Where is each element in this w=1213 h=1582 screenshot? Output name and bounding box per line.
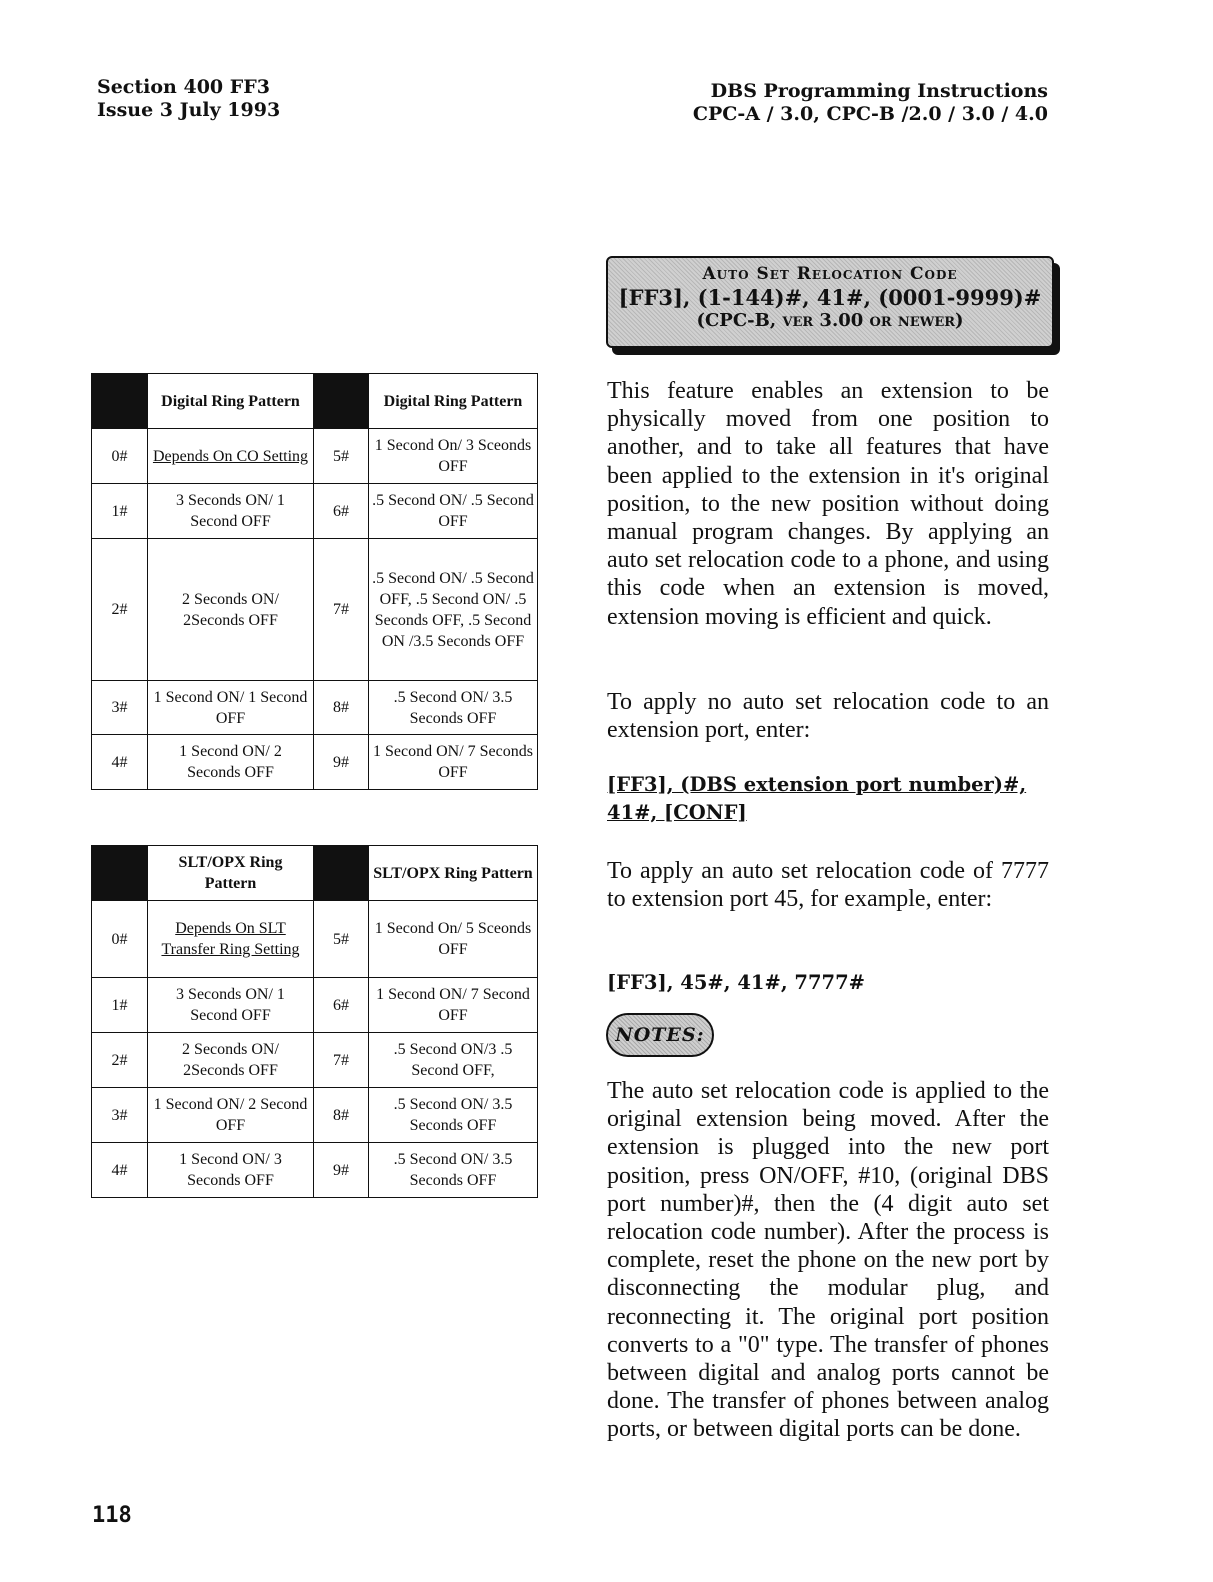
table-header-row (92, 374, 538, 429)
pattern-cell: Depends On CO Setting (148, 429, 314, 484)
header-blank-cell (92, 374, 148, 429)
code-cell: 5# (314, 429, 369, 484)
code-cell: 2# (92, 1033, 148, 1088)
code-cell: 7# (314, 539, 369, 681)
pattern-cell: 1 Second ON/ 2 Second OFF (148, 1088, 314, 1143)
code-cell: 8# (314, 681, 369, 735)
description-paragraph: This feature enables an extension to be physically moved from one position to another, and to take all features that have been applied to the extension in it's original position, to the new position without doing manual program changes. By applying an auto set relocation code to a phone, and using this code when an extension is moved, extension moving is efficient and quick. (607, 378, 1049, 630)
pattern-cell: .5 Second ON/ 3.5 Seconds OFF (369, 681, 538, 735)
code-cell: 6# (314, 978, 369, 1033)
code-cell: 9# (314, 1143, 369, 1198)
code-cell: 8# (314, 1088, 369, 1143)
code-cell: 1# (92, 484, 148, 539)
pattern-cell: 1 Second ON/ 2 Seconds OFF (148, 735, 314, 790)
notes-paragraph: The auto set relocation code is applied to the original extension being moved. After the extension is plugged into the new port position, press ON/OFF, #10, (original DBS port number)#, then the (4 digit auto set relocation code number). After the process is complete, reset the phone on the new port by disconnecting the modular plug, and reconnecting it. The original port position converts to a "0" type. The transfer of phones between digital and analog ports cannot be done. The transfer of phones between analog ports, or between digital ports can be done. (607, 1078, 1049, 1443)
table-row (92, 901, 538, 978)
example-paragraph: To apply an auto set relocation code of 7777 to extension port 45, for example, enter: (607, 858, 1049, 913)
table-row (92, 735, 538, 790)
code-cell: 9# (314, 735, 369, 790)
code-cell: 0# (92, 901, 148, 978)
feature-command: [FF3], (1-144)#, 41#, (0001-9999)# (618, 285, 1042, 310)
table-row (92, 484, 538, 539)
digital-ring-table (91, 373, 538, 790)
code-cell: 6# (314, 484, 369, 539)
table-row (92, 681, 538, 735)
pattern-cell: .5 Second ON/ 3.5 Seconds OFF (369, 1143, 538, 1198)
version-label: CPC-A / 3.0, CPC-B /2.0 / 3.0 / 4.0 (692, 103, 1048, 125)
column-header: Digital Ring Pattern (369, 374, 538, 429)
command-line: 41#, [CONF] (607, 801, 747, 824)
command-line: [FF3], (DBS extension port number)#, (607, 773, 1027, 796)
code-cell: 4# (92, 1143, 148, 1198)
table-row (92, 1088, 538, 1143)
column-header: Digital Ring Pattern (148, 374, 314, 429)
issue-label: Issue 3 July 1993 (97, 99, 281, 121)
pattern-cell: 2 Seconds ON/ 2Seconds OFF (148, 1033, 314, 1088)
pattern-cell: .5 Second ON/ .5 Second OFF, .5 Second ON/ .5 Seconds OFF, .5 Second ON /3.5 Seconds OFF (369, 539, 538, 681)
table-row (92, 539, 538, 681)
column-header: SLT/OPX Ring Pattern (148, 846, 314, 901)
page-number: 118 (92, 1503, 132, 1528)
code-cell: 3# (92, 681, 148, 735)
table-row (92, 1143, 538, 1198)
code-cell: 1# (92, 978, 148, 1033)
pattern-cell: 2 Seconds ON/ 2Seconds OFF (148, 539, 314, 681)
section-label: Section 400 FF3 (97, 76, 270, 98)
table-row (92, 429, 538, 484)
code-cell: 4# (92, 735, 148, 790)
table-header-row (92, 846, 538, 901)
pattern-cell: 1 Second On/ 3 Sceonds OFF (369, 429, 538, 484)
table-row (92, 978, 538, 1033)
feature-version: (CPC-B, ver 3.00 or newer) (696, 310, 964, 331)
pattern-cell: 3 Seconds ON/ 1 Second OFF (148, 484, 314, 539)
code-cell: 5# (314, 901, 369, 978)
pattern-cell: 1 Second ON/ 3 Seconds OFF (148, 1143, 314, 1198)
pattern-cell: 1 Second ON/ 7 Seconds OFF (369, 735, 538, 790)
doc-title: DBS Programming Instructions (710, 80, 1048, 102)
column-header: SLT/OPX Ring Pattern (369, 846, 538, 901)
header-blank-cell (314, 846, 369, 901)
pattern-cell: 1 Second ON/ 1 Second OFF (148, 681, 314, 735)
code-cell: 0# (92, 429, 148, 484)
pattern-cell: .5 Second ON/3 .5 Second OFF, (369, 1033, 538, 1088)
pattern-cell: Depends On SLT Transfer Ring Setting (148, 901, 314, 978)
header-right (693, 80, 1048, 126)
pattern-cell: 3 Seconds ON/ 1 Second OFF (148, 978, 314, 1033)
header-blank-cell (314, 374, 369, 429)
example-command: [FF3], 45#, 41#, 7777# (607, 971, 866, 994)
instruction-paragraph: To apply no auto set relocation code to an extension port, enter: (607, 689, 1049, 744)
code-cell: 3# (92, 1088, 148, 1143)
pattern-cell: .5 Second ON/ 3.5 Seconds OFF (369, 1088, 538, 1143)
slt-ring-table (91, 845, 538, 1198)
table-row (92, 1033, 538, 1088)
pattern-cell: .5 Second ON/ .5 Second OFF (369, 484, 538, 539)
code-cell: 7# (314, 1033, 369, 1088)
header-left (97, 76, 280, 122)
notes-badge: NOTES: (606, 1013, 714, 1057)
header-blank-cell (92, 846, 148, 901)
code-cell: 2# (92, 539, 148, 681)
feature-banner (606, 256, 1054, 348)
pattern-cell: 1 Second ON/ 7 Second OFF (369, 978, 538, 1033)
feature-title: Auto Set Relocation Code (702, 264, 958, 284)
pattern-cell: 1 Second On/ 5 Sceonds OFF (369, 901, 538, 978)
